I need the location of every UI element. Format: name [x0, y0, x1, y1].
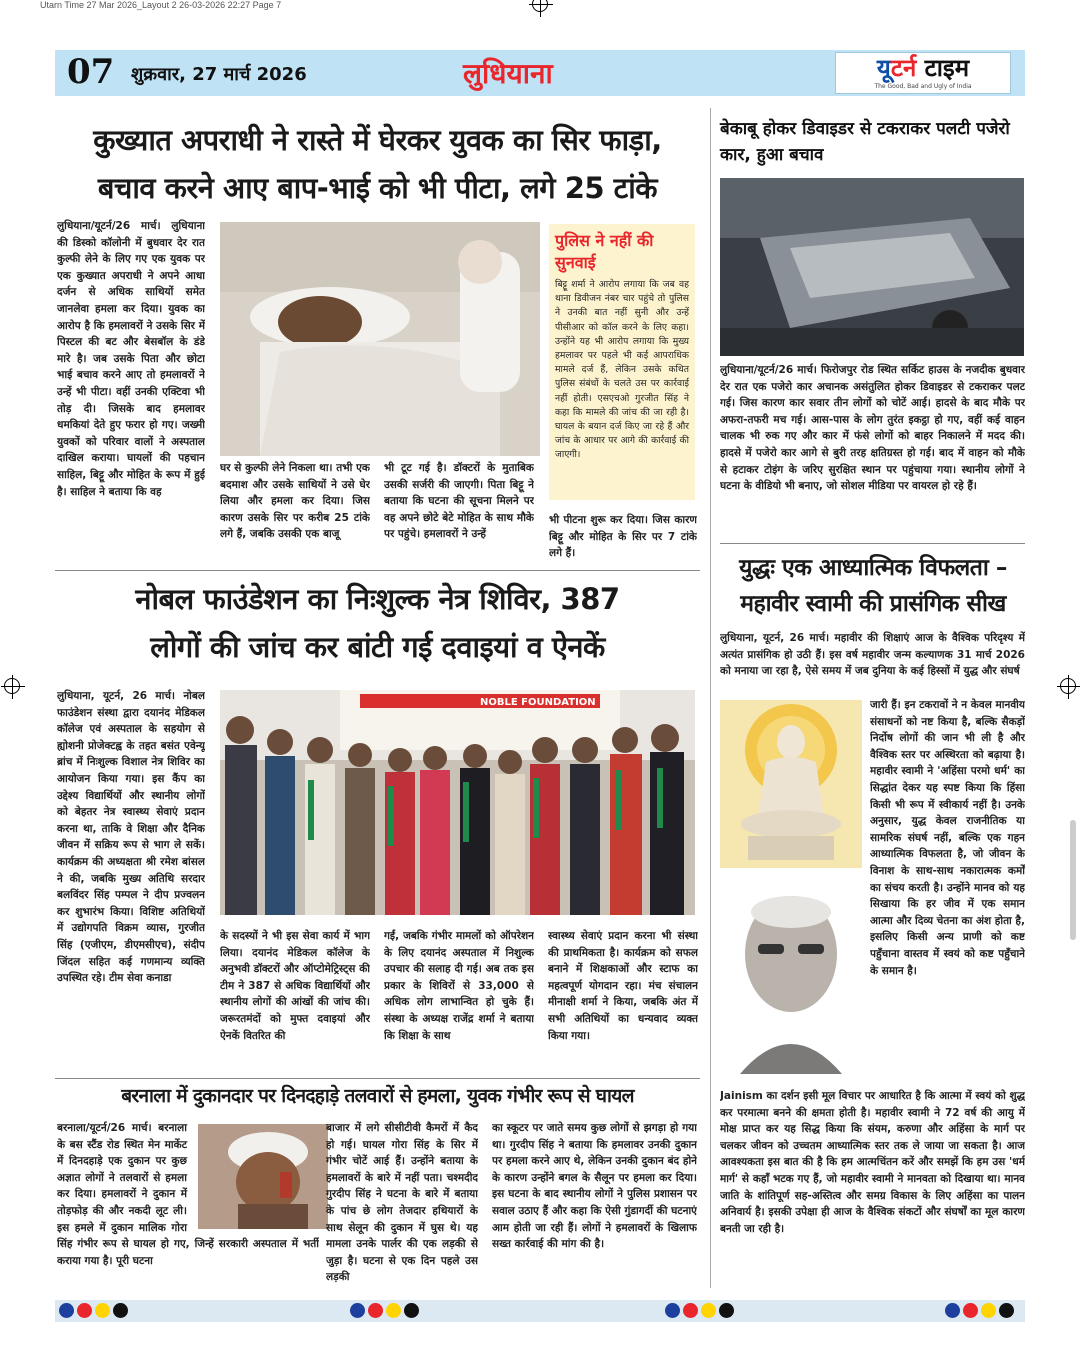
- author-portrait-photo: [720, 874, 862, 1074]
- article1-column: भी पीटना शुरू कर दिया। जिस कारण बिट्टू और मोहित के सिर पर 7 टांके लगे हैं।: [549, 514, 697, 560]
- sidebox-body: बिट्टू शर्मा ने आरोप लगाया कि जब वह थाना डिवीजन नंबर चार पहुंचे तो पुलिस ने उनकी बात नहीं सुनी और उन्हें पीसीआर को कॉल करने के लिए कहा। उन्होंने यह भी आरोप लगाया कि मुख्य हमलावर पर पहले भी कई आपराधिक मामले दर्ज हैं, लेकिन उसके कथित पुलिस संबंधों के चलते उस पर कार्रवाई नहीं होती। एसएचओ गुरजीत सिंह ने कहा कि मामले की जांच की जा रही है। घायल के बयान दर्ज किए जा रहे हैं और जांच के आधार पर आगे की कार्रवाई की जाएगी।: [555, 279, 689, 461]
- article3-column: गईं, जबकि गंभीर मामलों को ऑपरेशन के लिए दयानंद अस्पताल में निशुल्क उपचार की सलाह दी गई। अब तक इस प्रकार के शिविरों से 33,000 से अधिक लोग लाभान्वित हो चुके हैं। संस्था के अध्यक्ष राजेंद्र शर्मा ने बताया कि शिक्षा के साथ: [384, 930, 534, 1042]
- scrollbar[interactable]: [1070, 820, 1076, 940]
- color-dots-icon: [945, 1303, 1014, 1318]
- article1-column: घर से कुल्फी लेने निकला था। तभी एक बदमाश और उसके साथियों ने उसे घेर लिया और हमला कर दिया। जिस कारण उसके सिर पर करीब 25 टांके लगे हैं, जबकि उसकी एक बाजू: [220, 462, 370, 541]
- headline-line: बचाव करने आए बाप-भाई को भी पीटा, लगे 25 टांके: [97, 171, 658, 205]
- headline-line: नोबल फाउंडेशन का निःशुल्क नेत्र शिविर, 387: [135, 582, 620, 616]
- headline-line: युद्धः एक आध्यात्मिक विफलता –: [739, 555, 1007, 581]
- article1-column: भी टूट गई है। डॉक्टरों के मुताबिक उसकी सर्जरी की जाएगी। पिता बिट्टू ने बताया कि घटना की सूचना मिलने पर वह अपने छोटे बेटे मोहित के साथ मौके पर पहुंचे। हमलावरों ने उन्हें: [384, 462, 534, 541]
- article1-sidebox: [549, 224, 695, 500]
- mahavir-idol-photo: [720, 700, 862, 868]
- color-dots-icon: [350, 1303, 419, 1318]
- registration-mark-icon: [1060, 678, 1076, 694]
- article5-column: का स्कूटर पर जाते समय कुछ लोगों से झगड़ा हो गया था। गुरदीप सिंह ने बताया कि हमलावर उनकी दुकान पर हमला करने आए थे, लेकिन उनकी दुकान बंद होने के कारण उन्होंने बगल के सैलून पर हमला कर दिया। इस घटना के बाद स्थानीय लोगों ने पुलिस प्रशासन पर सवाल उठाए हैं और कहा कि ऐसी गुंडागर्दी की घटनाएं आम होती जा रही हैं। लोगों ने हमलावरों के खिलाफ सख्त कार्रवाई की मांग की है।: [492, 1122, 697, 1251]
- overturned-car-photo: [720, 178, 1024, 356]
- color-dots-icon: [59, 1303, 128, 1318]
- article4-intro: लुधियाना, यूटर्न, 26 मार्च। महावीर की शिक्षाएं आज के वैश्विक परिदृश्य में अत्यंत प्रासंगिक हो उठी हैं। इस वर्ष महावीर जन्म कल्याणक 31 मार्च 2026 को मनाया जा रहा है, ऐसे समय में जब दुनिया के कई हिस्सों में युद्ध और संघर्ष: [720, 632, 1025, 678]
- article1-headline: [55, 116, 700, 212]
- section-divider: [720, 543, 1025, 544]
- brand-name: यूटर्न टाइम: [876, 54, 970, 82]
- headline-line: महावीर स्वामी की प्रासंगिक सीख: [740, 591, 1006, 617]
- banner-text: NOBLE FOUNDATION: [480, 697, 596, 708]
- article3-column: स्वास्थ्य सेवाएं प्रदान करना भी संस्था की प्राथमिकता है। कार्यक्रम को सफल बनाने में शिक्षकाओं और स्टाफ का महत्वपूर्ण योगदान रहा। मंच संचालन मीनाक्षी शर्मा ने किया, जबकि अंत में सभी अतिथियों का धन्यवाद व्यक्त किया गया।: [548, 930, 698, 1042]
- print-slug: Utarn Time 27 Mar 2026_Layout 2 26-03-2026 22:27 Page 7: [40, 0, 282, 10]
- article5-wrap: बरनाला/यूटर्न/26 मार्च। बरनाला के बस स्टैंड रोड स्थित मेन मार्केट में दिनदहाड़े एक दुकान पर कुछ अज्ञात लोगों ने तलवारों से हमला कर दिया। हमलावरों ने दुकान में तोड़फोड़ की और नकदी लूट ली। इस हमले में दुकान मालिक गोरा सिंह गंभीर रूप से घायल हो गए, जिन्हें सरकारी अस्पताल में भर्ती कराया गया है। पूरी घटना: [57, 1122, 319, 1267]
- page-city: लुधियाना: [463, 57, 553, 90]
- article3-column: के सदस्यों ने भी इस सेवा कार्य में भाग लिया। दयानंद मेडिकल कॉलेज के अनुभवी डॉक्टरों और ऑप्टोमेट्रिस्ट्स की टीम ने 387 से अधिक विद्यार्थियों और स्थानीय लोगों की आंखों की जांच की। जरूरतमंदों को मुफ्त दवाइयां और ऐनकें वितरित की: [220, 930, 370, 1042]
- registration-mark-icon: [4, 678, 20, 694]
- article3-headline: [55, 575, 700, 671]
- headline-line: लोगों की जांच कर बांटी गई दवाइयां व ऐनकें: [150, 630, 605, 664]
- eye-camp-group-photo: [220, 690, 695, 915]
- article4-headline: [716, 550, 1030, 622]
- footer-bar: [55, 1300, 1025, 1322]
- sidebox-title: पुलिस ने नहीं की सुनवाई: [555, 231, 654, 272]
- page-date: शुक्रवार, 27 मार्च 2026: [131, 64, 307, 85]
- section-divider: [55, 1078, 700, 1079]
- color-dots-icon: [665, 1303, 734, 1318]
- article4-tail: Jainism का दर्शन इसी मूल विचार पर आधारित है कि आत्मा में स्वयं को शुद्ध कर परमात्मा बनने की क्षमता होती है। महावीर स्वामी ने 72 वर्ष की आयु में मोक्ष प्राप्त कर यह सिद्ध किया कि संयम, करुणा और अहिंसा के मार्ग पर चलकर जीवन को उच्चतम आध्यात्मिक स्तर तक ले जाया जा सकता है। आज आवश्यकता इस बात की है कि हम आत्मचिंतन करें और समझें कि हम उस 'धर्म मार्ग' से कहाँ भटक गए हैं, जो महावीर स्वामी ने मानवता को दिखाया था। मानव जाति के शांतिपूर्ण सह-अस्तित्व और समग्र विकास के लिए अहिंसा का पालन अनिवार्य है। इसकी उपेक्षा ही आज के वैश्विक संकटों और संघर्षों का मूल कारण बनती जा रही है।: [720, 1090, 1025, 1235]
- article2-body: लुधियाना/यूटर्न/26 मार्च। फिरोजपुर रोड स्थित सर्किट हाउस के नजदीक बुधवार देर रात एक पजेरो कार अचानक असंतुलित होकर डिवाइडर से टकराकर पलट गई। जिस कारण कार सवार तीन लोगों को चोटें आई। हादसे के बाद मौके पर अफरा-तफरी मच गई। आस-पास के लोग तुरंत इकट्ठा हो गए, वहीं कई वाहन चालक भी रुक गए और कार में फंसे लोगों को बाहर निकालने में मदद की। हादसे में पजेरो कार आगे से बुरी तरह क्षतिग्रस्त हो गई। बाद में वाहन को मौके से हटाकर टोइंग के जरिए सुरक्षित स्थान पर पहुंचाया गया। स्थानीय लोगों ने घटना के वीडियो भी बनाए, जो सोशल मीडिया पर वायरल हो रहे हैं।: [720, 364, 1025, 493]
- article4-side-column: जारी हैं। इन टकरावों ने न केवल मानवीय संसाधनों को नष्ट किया है, बल्कि सैकड़ों निर्दोष लोगों की जान भी ली है और वैश्विक स्तर पर अस्थिरता को बढ़ाया है। महावीर स्वामी ने 'अहिंसा परमो धर्म' का सिद्धांत देकर यह स्पष्ट किया कि हिंसा किसी भी रूप में स्वीकार्य नहीं है। उनके अनुसार, युद्ध केवल राजनीतिक या सामरिक संघर्ष नहीं, बल्कि एक गहन आध्यात्मिक विफलता है, जो जीवन के विनाश के साथ-साथ नकारात्मक कर्मों का संचय करती है। उन्होंने मानव को यह सिखाया कि हर जीव में एक समान आत्मा और दिव्य चेतना का अंश होता है, इसलिए किसी अन्य प्राणी को कष्ट पहुँचाना वास्तव में स्वयं को कष्ट पहुँचाने के समान है।: [870, 699, 1025, 977]
- column-divider: [710, 108, 711, 1288]
- article1-column: लुधियाना/यूटर्न/26 मार्च। लुधियाना की डिस्को कॉलोनी में बुधवार देर रात कुल्फी लेने के लिए गए एक युवक पर एक कुख्यात अपराधी ने अपने आधा दर्जन से अधिक साथियों समेत जानलेवा हमला कर दिया। युवक का आरोप है कि हमलावरों ने उसके सिर में पिस्टल की बट और बेसबॉल के डंडे मारे है। जब उसके पिता और छोटा भाई बचाव करने आए तो हमलावरों ने उन्हें भी पीटा। वहीं उनकी एक्टिवा भी तोड़ दी। जिसके बाद हमलावर धमकियां देते हुए फरार हो गए। जख्मी युवकों को परिवार वालों ने अस्पताल दाखिल कराया। घायलों की पहचान साहिल, बिट्टू और मोहित के रूप में हुई है। साहिल ने बताया कि वह: [57, 220, 205, 498]
- registration-mark-icon: [532, 0, 548, 12]
- section-divider: [55, 570, 700, 571]
- page-number: 07: [67, 52, 115, 92]
- page-header: [55, 50, 1025, 96]
- hospital-patient-photo: [220, 222, 540, 456]
- brand-logo: [835, 52, 1011, 94]
- brand-tagline: The Good, Bad and Ugly of India: [874, 83, 972, 90]
- article5-headline: बरनाला में दुकानदार पर दिनदहाड़े तलवारों से हमला, युवक गंभीर रूप से घायल: [121, 1085, 634, 1107]
- article2-headline: बेकाबू होकर डिवाइडर से टकराकर पलटी पजेरो कार, हुआ बचाव: [720, 119, 1010, 165]
- headline-line: कुख्यात अपराधी ने रास्ते में घेरकर युवक का सिर फाड़ा,: [93, 123, 662, 157]
- article5-column: बाजार में लगे सीसीटीवी कैमरों में कैद हो गई। घायल गोरा सिंह के सिर में गंभीर चोटें आई हैं। उन्होंने बताया के हमलावरों के बारे में नहीं पता। चश्मदीद गुरदीप सिंह ने घटना के बारे में बताया के पांच छे लोग तेजदार हथियारों के साथ सेलून की दुकान में घुस थे। यह मामला उनके पार्लर की एक लड़की से जुड़ा है। घटना से एक दिन पहले उस लड़की: [326, 1122, 478, 1284]
- article3-column: लुधियाना, यूटर्न, 26 मार्च। नोबल फाउंडेशन संस्था द्वारा दयानंद मेडिकल कॉलेज एवं अस्पताल के सहयोग से ह्योशनी प्रोजेक्टह्व के तहत बसंत एवेन्यू ब्रांच में निःशुल्क विशाल नेत्र शिविर का आयोजन किया गया। इस कैंप का उद्देश्य विद्यार्थियों और स्थानीय लोगों को बेहतर नेत्र स्वास्थ्य सेवाएं प्रदान करना था, ताकि वे शिक्षा और दैनिक जीवन में सक्रिय रूप से भाग ले सकें। कार्यक्रम की अध्यक्षता श्री रमेश बांसल ने की, जबकि मुख्य अतिथि सरदार बलविंदर सिंह पम्पल ने दीप प्रज्वलन कर शुभारंभ किया। विशिष्ट अतिथियों में उद्योगपति विक्रम व्यास, गुरजीत सिंह (एजीएम, डीएमसीएच), संदीप जिंदल सहित कई गणमान्य व्यक्ति उपस्थित रहे। टीम सेवा कनाडा: [57, 690, 205, 985]
- photo-float-space: [187, 1120, 319, 1230]
